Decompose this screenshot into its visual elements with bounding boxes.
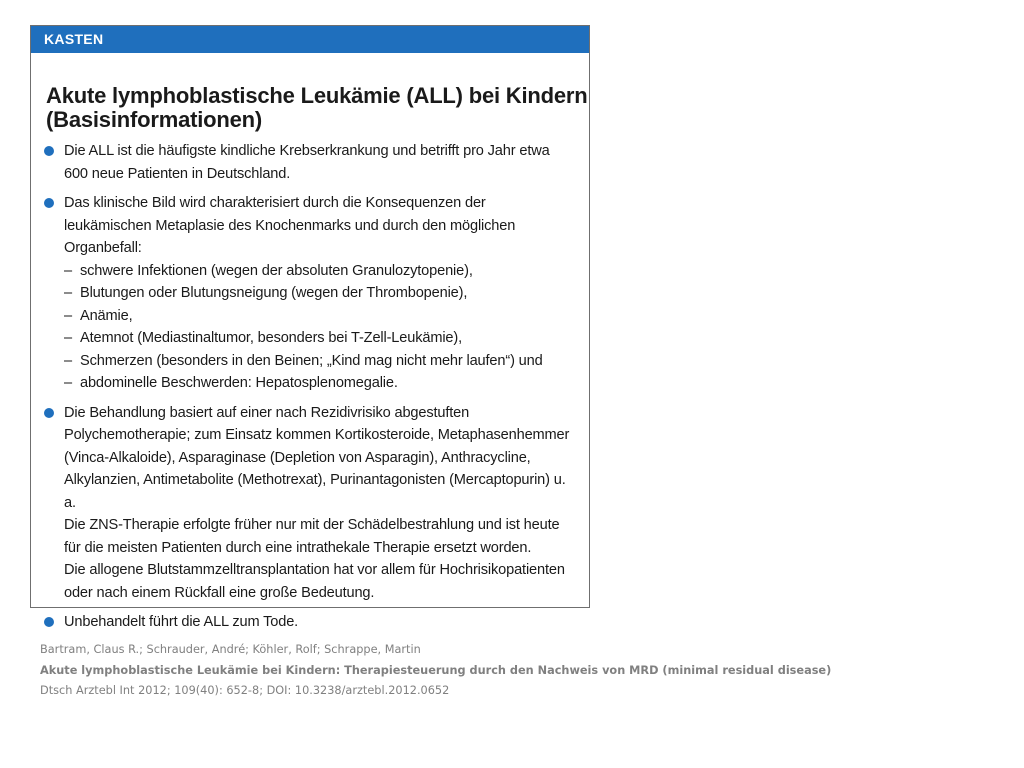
- symptom-text: Schmerzen (besonders in den Beinen; „Kind mag nicht mehr laufen“) und: [80, 352, 543, 369]
- bullet-untreated: [31, 611, 589, 634]
- symptom-text: Anämie,: [80, 307, 133, 324]
- bullet-dot-icon: [44, 617, 54, 627]
- treatment-paragraph-chemo: Die Behandlung basiert auf einer nach Rezidivrisiko abgestuften Polychemotherapie; zum Einsatz kommen Kortikosteroide, Metaphasenhemmer (Vinca-Alkaloide), Asparaginase (Depletion von Asparagin), Anthracycline, Alkylanzien, Antimetabolite (Methotrexat), Purinantagonisten (Mercaptopurin) u. a.: [64, 404, 570, 511]
- dash-icon: –: [64, 330, 72, 346]
- bullet-dot-icon: [44, 408, 54, 418]
- dash-icon: –: [64, 262, 72, 279]
- box-title-line-2: (Basisinformationen): [46, 107, 263, 132]
- info-box: [30, 25, 590, 630]
- symptom-item: [64, 327, 575, 350]
- bullet-incidence: [31, 140, 589, 185]
- symptom-item: [64, 282, 575, 305]
- box-header: KASTEN: [31, 26, 589, 53]
- bullet-untreated-text: Unbehandelt führt die ALL zum Tode.: [64, 614, 299, 630]
- box-title: [46, 84, 589, 132]
- dash-icon: –: [64, 375, 72, 391]
- symptom-text: Blutungen oder Blutungsneigung (wegen der Thrombopenie),: [80, 285, 468, 301]
- symptom-item: [64, 260, 575, 283]
- bullet-treatment: [31, 402, 589, 605]
- bullet-dot-icon: [44, 146, 54, 156]
- dash-icon: –: [64, 307, 72, 324]
- bullet-clinical-intro: Das klinische Bild wird charakterisiert durch die Konsequenzen der leukämischen Metaplasie des Knochenmarks und durch den möglichen Organbefall:: [64, 195, 516, 256]
- symptom-text: Atemnot (Mediastinaltumor, besonders bei T-Zell-Leukämie),: [80, 330, 462, 346]
- bullet-incidence-text: Die ALL ist die häufigste kindliche Krebserkrankung und betrifft pro Jahr etwa 600 neue Patienten in Deutschland.: [64, 143, 550, 182]
- bullet-dot-icon: [44, 198, 54, 208]
- dash-icon: –: [64, 285, 72, 301]
- source-caption: [40, 640, 831, 702]
- symptom-text: abdominelle Beschwerden: Hepatosplenomegalie.: [80, 375, 398, 391]
- caption-citation: Dtsch Arztebl Int 2012; 109(40): 652-8; DOI: 10.3238/arztebl.2012.0652: [40, 684, 450, 697]
- caption-authors: Bartram, Claus R.; Schrauder, André; Köhler, Rolf; Schrappe, Martin: [40, 643, 421, 656]
- symptom-item: [64, 305, 575, 328]
- symptom-text: schwere Infektionen (wegen der absoluten Granulozytopenie),: [80, 262, 473, 279]
- treatment-paragraph-cns: Die ZNS-Therapie erfolgte früher nur mit der Schädelbestrahlung und ist heute für die meisten Patienten durch eine intrathekale Therapie ersetzt worden.: [64, 517, 560, 556]
- symptom-item: [64, 350, 575, 373]
- bullet-list: [31, 140, 589, 634]
- treatment-paragraph-transplant: Die allogene Blutstammzelltransplantation hat vor allem für Hochrisikopatienten oder nach einem Rückfall eine große Bedeutung.: [64, 562, 565, 601]
- caption-article-title: Akute lymphoblastische Leukämie bei Kindern: Therapiesteuerung durch den Nachweis von MRD (minimal residual disease): [40, 663, 832, 677]
- symptom-item: [64, 372, 575, 395]
- symptom-list: [64, 260, 575, 395]
- dash-icon: –: [64, 352, 72, 369]
- box-title-line-1: Akute lymphoblastische Leukämie (ALL) bei Kindern: [46, 83, 588, 108]
- bullet-clinical-picture: [31, 192, 589, 395]
